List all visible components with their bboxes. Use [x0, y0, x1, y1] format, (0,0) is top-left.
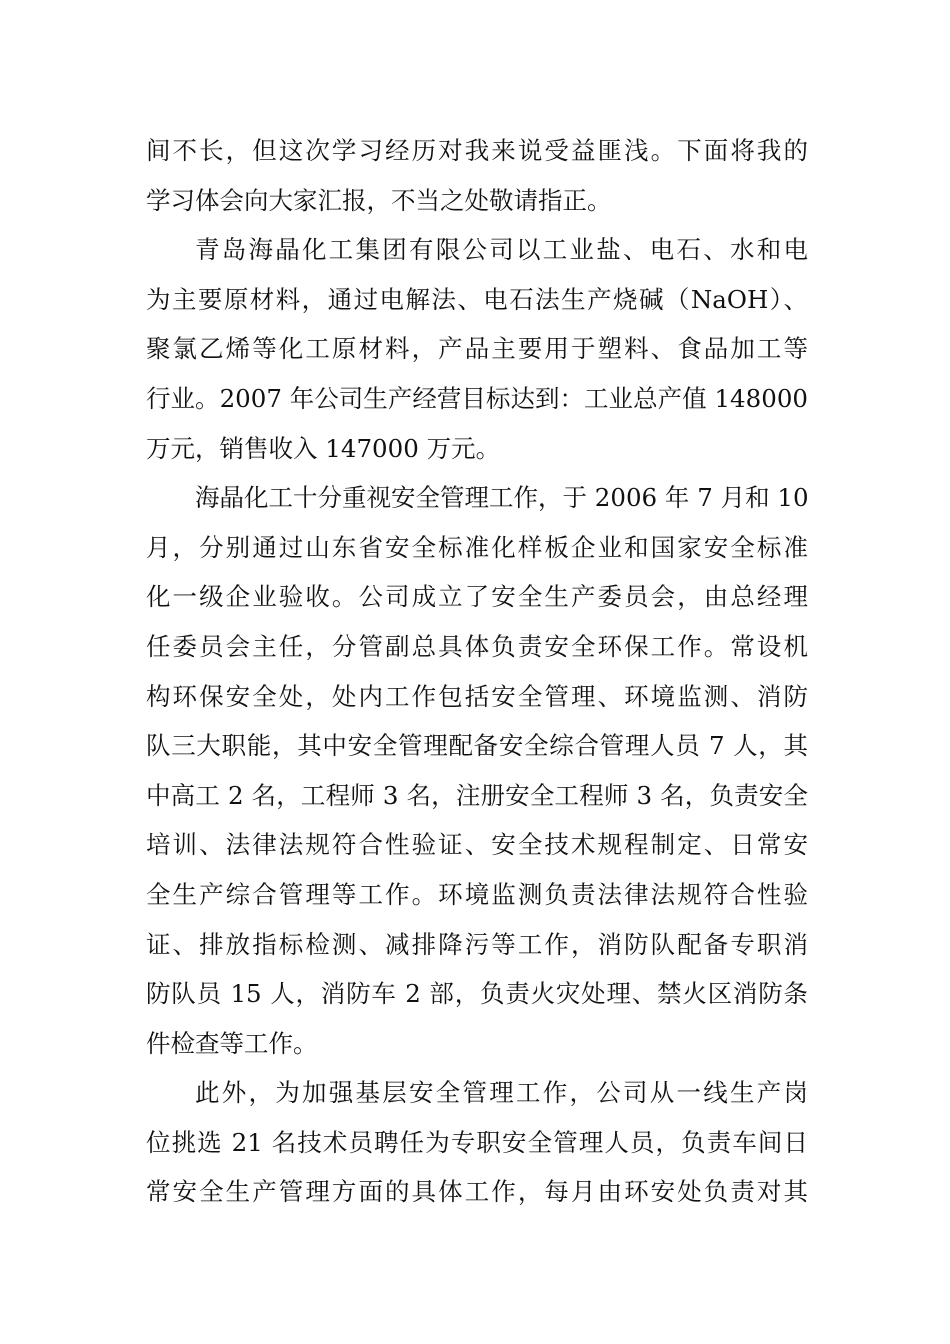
text-line: 构环保安全处，处内工作包括安全管理、环境监测、消防 — [146, 681, 808, 711]
text-line: 件检查等工作。 — [146, 1028, 318, 1058]
paragraph-3 — [146, 473, 808, 1068]
text-line: 防队员 15 人，消防车 2 部，负责火灾处理、禁火区消防条 — [146, 979, 808, 1009]
text-line: 聚氯乙烯等化工原材料，产品主要用于塑料、食品加工等 — [146, 334, 808, 364]
text-line: 全生产综合管理等工作。环境监测负责法律法规符合性验 — [146, 879, 808, 909]
paragraph-4 — [146, 1068, 808, 1217]
text-line: 此外，为加强基层安全管理工作，公司从一线生产岗 — [195, 1078, 808, 1108]
paragraph-2 — [146, 225, 808, 473]
text-line: 证、排放指标检测、减排降污等工作，消防队配备专职消 — [146, 929, 808, 959]
text-line: 队三大职能，其中安全管理配备安全综合管理人员 7 人，其 — [146, 731, 808, 761]
paragraph-1 — [146, 126, 808, 225]
text-line: 为主要原材料，通过电解法、电石法生产烧碱（NaOH）、 — [146, 284, 808, 314]
text-line: 常安全生产管理方面的具体工作，每月由环安处负责对其 — [146, 1177, 808, 1207]
text-line: 任委员会主任，分管副总具体负责安全环保工作。常设机 — [146, 631, 808, 661]
text-line: 万元，销售收入 147000 万元。 — [146, 433, 501, 463]
text-line: 中高工 2 名，工程师 3 名，注册安全工程师 3 名，负责安全 — [146, 780, 808, 810]
text-line: 海晶化工十分重视安全管理工作，于 2006 年 7 月和 10 — [195, 483, 809, 513]
document-page — [146, 126, 808, 1217]
text-line: 行业。2007 年公司生产经营目标达到：工业总产值 148000 — [146, 383, 808, 413]
text-line: 化一级企业验收。公司成立了安全生产委员会，由总经理 — [146, 582, 808, 612]
text-line: 青岛海晶化工集团有限公司以工业盐、电石、水和电 — [195, 235, 808, 265]
text-line: 间不长，但这次学习经历对我来说受益匪浅。下面将我的 — [146, 136, 808, 165]
text-line: 学习体会向大家汇报，不当之处敬请指正。 — [146, 185, 612, 215]
text-line: 培训、法律法规符合性验证、安全技术规程制定、日常安 — [146, 830, 808, 860]
text-line: 位挑选 21 名技术员聘任为专职安全管理人员，负责车间日 — [146, 1127, 808, 1157]
text-line: 月，分别通过山东省安全标准化样板企业和国家安全标准 — [146, 532, 808, 562]
